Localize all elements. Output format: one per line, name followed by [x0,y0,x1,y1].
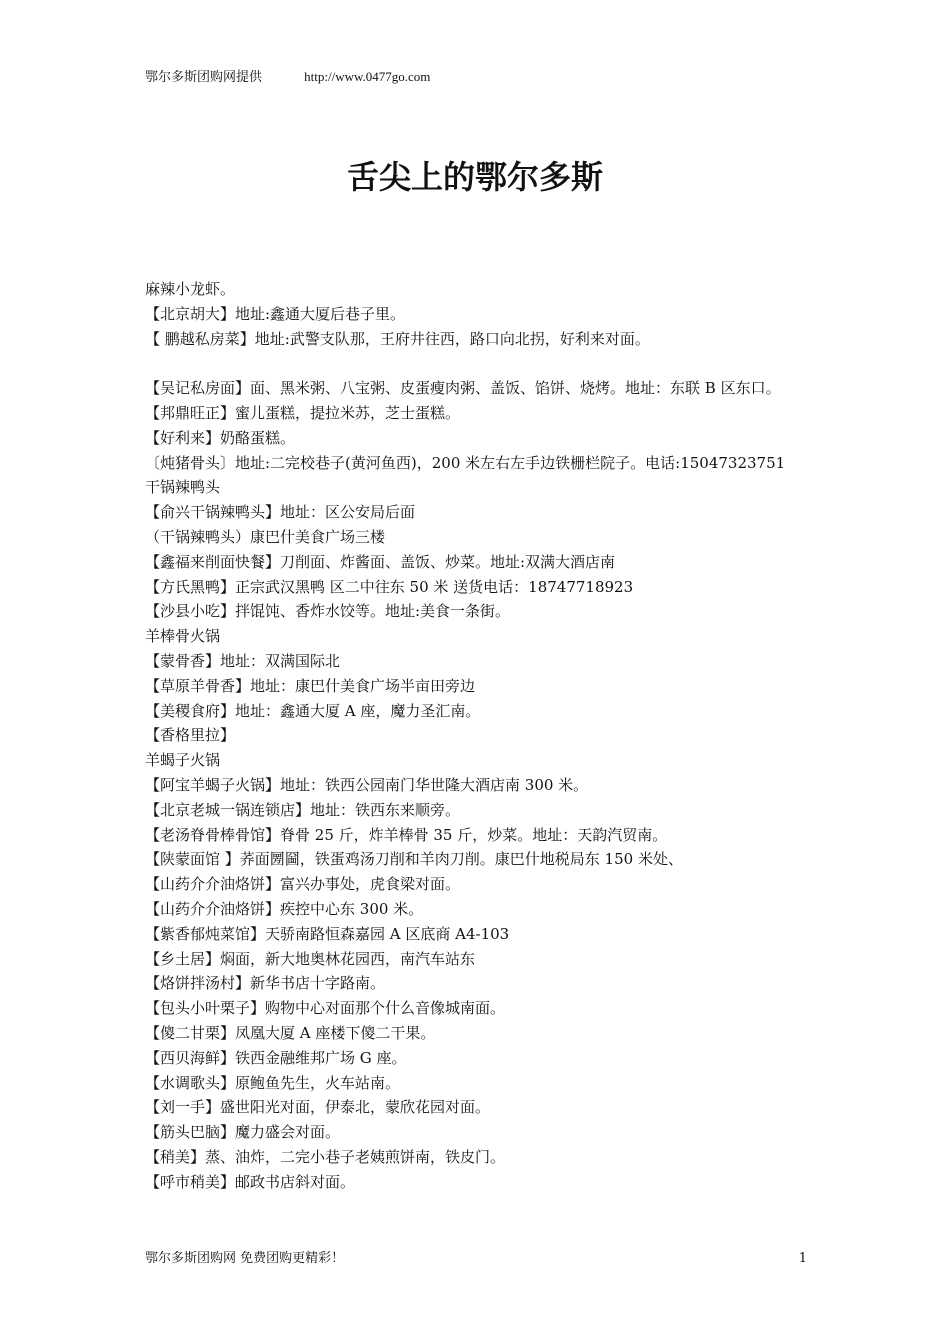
page-number: 1 [798,1251,807,1266]
text-line: 【 鹏越私房菜】地址:武警支队那，王府井往西，路口向北拐，好利来对面。 [145,329,650,348]
footer-text: 鄂尔多斯团购网 免费团购更精彩！ [145,1251,345,1266]
text-line: 羊蝎子火锅 [145,751,221,770]
text-line: 【西贝海鲜】铁西金融维邦广场 G 座。 [145,1048,407,1067]
text-line: 干锅辣鸭头 [145,478,221,497]
text-line: 【老汤脊骨棒骨馆】脊骨 25 斤，炸羊棒骨 35 斤，炒菜。地址：天韵汽贸南。 [145,825,668,844]
text-line: 【烙饼拌汤村】新华书店十字路南。 [145,974,386,993]
text-line: 【刘一手】盛世阳光对面，伊泰北，蒙欣花园对面。 [145,1098,491,1117]
text-line: 〔炖猪骨头〕地址:二完校巷子(黄河鱼西)，200 米左右左手边铁栅栏院子。电话:15047323751 [145,453,786,472]
text-line: 【北京老城一锅连锁店】地址：铁西东来顺旁。 [145,800,461,819]
blank-line [145,351,825,376]
text-line: 【陕蒙面馆 】荞面圐圙，铁蛋鸡汤刀削和羊肉刀削。康巴什地税局东 150 米处、 [145,850,683,869]
text-line: 【乡土居】焖面，新大地奥林花园西，南汽车站东 [145,949,476,968]
page-footer [145,1250,807,1268]
text-line: 【吴记私房面】面、黑米粥、八宝粥、皮蛋瘦肉粥、盖饭、馅饼、烧烤。地址：东联 B 区东口。 [145,379,781,398]
text-line: 【山药介介油烙饼】富兴办事处，虎食梁对面。 [145,875,461,894]
text-line: 【紫香郁炖菜馆】天骄南路恒森嘉园 A 区底商 A4-103 [145,924,510,943]
text-line: 【好利来】奶酪蛋糕。 [145,428,296,447]
text-line: 麻辣小龙虾。 [145,280,236,298]
text-line: 【草原羊骨香】地址：康巴什美食广场半亩田旁边 [145,676,476,695]
text-line: 【山药介介油烙饼】疾控中心东 300 米。 [145,899,424,918]
text-line: 【阿宝羊蝎子火锅】地址：铁西公园南门华世隆大酒店南 300 米。 [145,775,589,794]
text-line: 【呼市稍美】邮政书店斜对面。 [145,1172,356,1191]
text-line: 【俞兴干锅辣鸭头】地址：区公安局后面 [145,503,416,522]
page-header [145,68,430,87]
document-body [145,277,825,1194]
header-url[interactable]: http://www.0477go.com [304,69,431,84]
text-line: 【邦鼎旺正】蜜儿蛋糕，提拉米苏，芝士蛋糕。 [145,403,461,422]
text-line: 【稍美】蒸、油炸，二完小巷子老姨煎饼南，铁皮门。 [145,1147,506,1166]
text-line: 【香格里拉】 [145,726,236,745]
text-line: 【蒙骨香】地址：双满国际北 [145,651,341,670]
text-line: 【方氏黑鸭】正宗武汉黑鸭 区二中往东 50 米 送货电话：18747718923 [145,577,634,596]
text-line: 【包头小叶栗子】购物中心对面那个什么音像城南面。 [145,999,506,1018]
text-line: 【北京胡大】地址:鑫通大厦后巷子里。 [145,304,406,323]
text-line: 羊棒骨火锅 [145,627,221,646]
text-line: 【水调歌头】原鲍鱼先生，火车站南。 [145,1073,401,1092]
text-line: 【傻二甘栗】凤凰大厦 A 座楼下傻二干果。 [145,1023,436,1042]
text-line: 【美稷食府】地址：鑫通大厦 A 座，魔力圣汇南。 [145,701,481,720]
text-line: 【沙县小吃】拌馄饨、香炸水饺等。地址:美食一条街。 [145,602,511,621]
text-line: （干锅辣鸭头）康巴什美食广场三楼 [145,527,386,546]
text-line: 【筋头巴脑】魔力盛会对面。 [145,1123,341,1142]
header-provider: 鄂尔多斯团购网提供 [145,70,263,85]
text-line: 【鑫福来削面快餐】刀削面、炸酱面、盖饭、炒菜。地址:双满大酒店南 [145,552,616,571]
document-title: 舌尖上的鄂尔多斯 [346,158,603,196]
